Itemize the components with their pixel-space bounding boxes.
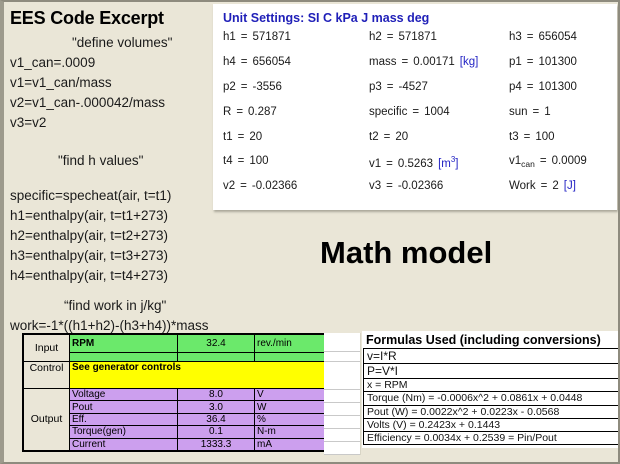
code-line: v1_can=.0009 [10,55,96,70]
variable-v3: v3 = -0.02366 [369,180,444,193]
table-row [23,334,325,353]
formulas-panel [362,331,620,448]
variable-p3: p3 = -4527 [369,80,428,93]
code-line: h4=enthalpy(air, t=t4+273) [10,268,168,283]
math-model-heading: Math model [320,235,493,270]
control-label: Control [23,362,70,389]
code-line: work=-1*((h1+h2)-(h3+h4))*mass [10,318,209,333]
formula-row: x = RPM [364,378,618,391]
code-line: specific=specheat(air, t=t1) [10,188,172,203]
table-row: Torque(gen) 0.1 N-m [23,426,325,438]
formula-row: Volts (V) = 0.2423x + 0.1443 [364,418,618,431]
code-line: v1=v1_can/mass [10,75,112,90]
variable-h1: h1 = 571871 [223,31,291,43]
code-line: “find work in j/kg" [64,298,167,313]
io-table [22,333,326,452]
variable-mass: mass = 0.00171 [kg] [369,55,479,68]
unit-settings-panel [213,4,617,210]
formula-row: v=I*R [367,349,397,363]
variable-v2: v2 = -0.02366 [223,180,298,193]
variable-p1: p1 = 101300 [509,55,577,68]
code-line: h1=enthalpy(air, t=t1+273) [10,208,168,223]
code-line: h2=enthalpy(air, t=t2+273) [10,228,168,243]
input-value: 32.4 [178,334,255,353]
empty-spreadsheet-cells [324,333,361,455]
table-row: Current 1333.3 mA [23,438,325,451]
variable-t1: t1 = 20 [223,130,263,143]
variable-p4: p4 = 101300 [509,80,577,93]
code-line: v2=v1_can-.000042/mass [10,95,165,110]
unit-settings-header: Unit Settings: SI C kPa J mass deg [223,11,430,25]
variable-t4: t4 = 100 [223,155,269,168]
variable-h4: h4 = 656054 [223,55,291,68]
code-line: "find h values" [58,153,144,168]
page-title: EES Code Excerpt [10,8,164,28]
variable-p2: p2 = -3556 [223,80,282,93]
variable-h2: h2 = 571871 [369,31,437,43]
table-row: Output Voltage 8.0 V [23,389,325,401]
input-name: RPM [70,334,178,353]
table-row: Eff. 36.4 % [23,413,325,425]
variable-specific: specific = 1004 [369,105,450,118]
formulas-list [363,348,619,445]
variable-R: R = 0.287 [223,105,277,118]
table-row [23,362,325,389]
formula-row: Pout (W) = 0.0022x^2 + 0.0223x - 0.0568 [364,405,618,418]
formula-row: P=V*I [364,363,618,378]
input-unit: rev./min [255,334,326,353]
table-row: Pout 3.0 W [23,401,325,413]
formula-row: Efficiency = 0.0034x + 0.2539 = Pin/Pout [364,431,618,444]
code-line: "define volumes" [72,35,173,50]
control-text: See generator controls [70,362,326,389]
variable-t2: t2 = 20 [369,130,409,143]
formula-row: Torque (Nm) = -0.0006x^2 + 0.0861x + 0.0448 [364,391,618,404]
variable-sun: sun = 1 [509,105,551,118]
variable-v1can: $v1_{can} = 0.0009$ [509,155,587,170]
variable-t3: t3 = 100 [509,130,555,143]
variable-v1: v1 = 0.5263 $[m^3]$ [369,155,459,171]
code-line: v3=v2 [10,115,47,130]
output-label: Output [23,389,70,451]
input-label: Input [23,334,70,362]
code-line: h3=enthalpy(air, t=t3+273) [10,248,168,263]
formulas-header: Formulas Used (including conversions) [366,333,601,347]
variable-h3: h3 = 656054 [509,31,577,43]
unit-settings-grid [223,31,620,205]
variable-work: Work = 2 [J] [509,180,576,193]
ees-code-block [8,6,238,336]
